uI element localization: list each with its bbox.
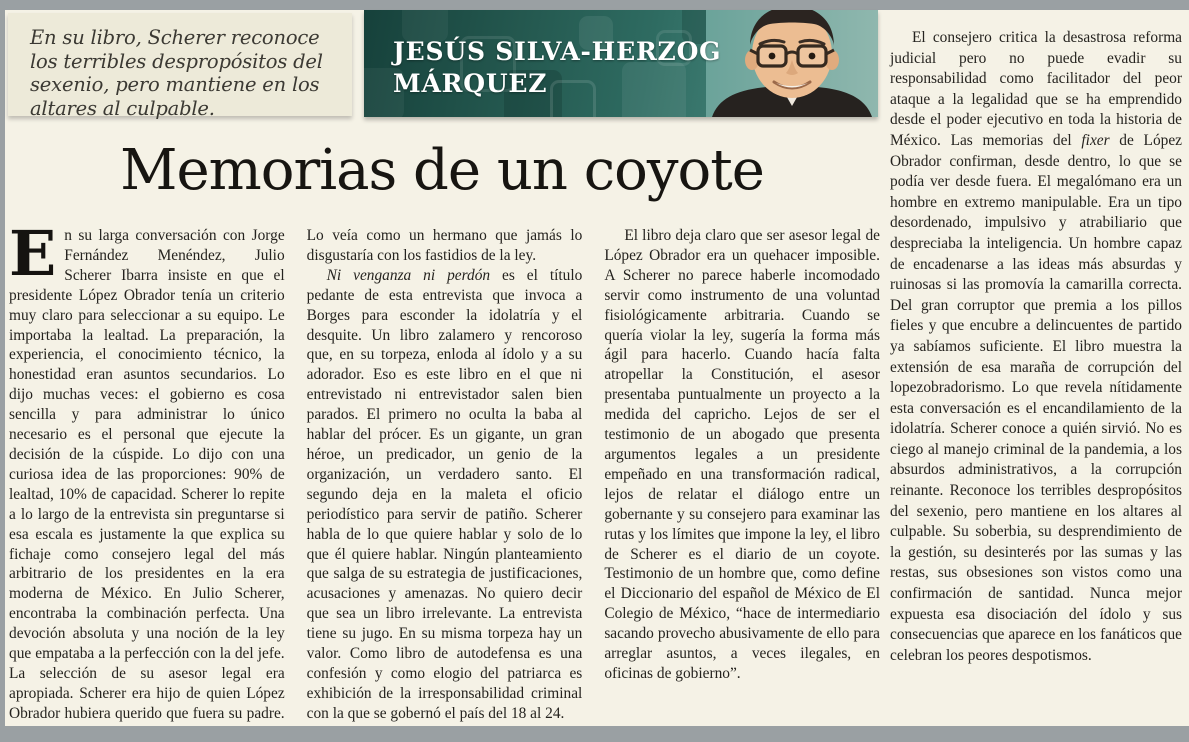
paragraph-4-pre: El consejero critica la desastrosa reforma judicial pero no puede evadir su responsabilidad como facilitador del peor ataque a la legalidad que se ha emprendido desde el poder ejecutivo en toda la historia de México. Las memorias del xyxy=(890,29,1182,149)
pull-quote-box xyxy=(8,13,352,120)
author-name-line1: JESÚS SILVA-HERZOG xyxy=(393,37,722,66)
paragraph-4 xyxy=(890,28,1182,666)
paragraph-3 xyxy=(604,226,880,684)
paragraph-3-text: El libro deja claro que ser asesor legal de López Obrador era un quehacer imposible. A Scherer no parece haberle incomodado servir como instrumento de una voluntad fisiológicamente arbitraria. Cuando se quería violar la ley, sugería la forma más ágil para hacerlo. Cuando hacía falta atropellar la Constitución, el asesor presentaba puntualmente un proyecto a la medida del capricho. Lejos de ser el testimonio de un abogado que presenta argumentos legales a un presidente empeñado en una transformación radical, lejos de relatar el diálogo entre un gobernante y su consejero para examinar las rutas y los límites que impone la ley, el libro de Scherer es el diario de un coyote. Testimonio de un hombre que, como define el Diccionario del español de México de El Colegio de México, “hace de intermediario sacando provecho abusivamente de ello para arreglar asuntos, a veces ilegales, en oficinas de gobierno”. xyxy=(604,227,880,682)
book-title: Ni venganza ni perdón xyxy=(326,266,491,284)
paragraph-4-post: de López Obrador confirman, desde dentro, lo que se podía ver desde fuera. El megalómano era un hombre en extremo manipulable. Era un tipo desordenado, impulsivo y atrabiliario que despreciaba la inteligencia. Un hombre capaz de encadenarse a las ideas más absurdas y ruinosas si las promovía la camarilla correcta. Del gran corruptor que premia a los pillos fieles y que encubre a delincuentes de partido ya sabíamos suficiente. El libro muestra la extensión de esa maraña de corrupción del lopezobradorismo. Lo que revela nítidamente esta conversación es el encandilamiento de la idolatría. Scherer conoce a quién sirvió. No es ciego al manejo criminal de la pandemia, a los absurdos administrativos, a la corrupción reinante. Reconoce los terribles despropósitos del sexenio, pero mantiene en los altares al culpable. Su soberbia, su desprendimiento de la gestión, su desinterés por las sumas y las restas, sus obsesiones son vistos como una confirmación de santidad. Nunca mejor expuesta esa disociación del ídolo y sus consecuencias que aparece en los fanáticos que celebran los peores despotismos. xyxy=(890,131,1182,664)
paragraph-2 xyxy=(307,266,583,724)
drop-cap: E xyxy=(9,217,57,290)
fixer-italic: fixer xyxy=(1081,131,1110,149)
page xyxy=(5,10,1189,726)
paragraph-1-text: n su larga conversación con Jorge Fernández Menéndez, Julio Scherer Ibarra insiste en que el presidente López Obrador tenía un criterio muy claro para seleccionar a su equipo. Le importaba la lealtad. La preparación, la experiencia, el conocimiento técnico, la honestidad eran asuntos secundarios. Lo dijo muchas veces: el gobierno es cosa sencilla y para administrar lo único necesario es el personal que ejecute la decisión de la cúspide. Lo dijo con una curiosa idea de las proporciones: 90% de lealtad, 10% de capacidad. Scherer lo repite a lo largo de la entrevista sin preguntarse si esa escala es justamente la que explica su fichaje como consejero legal del más arbitrario de los presidentes en la era moderna de México. En Julio Scherer, encontraba la combinación perfecta. Una devoción absoluta y una noción de la ley que empataba a la perfección con la del jefe. La selección de su asesor legal era apropiada. Scherer era hijo de quien López Obrador hubiera querido que fuera su padre. Lo veía como un hermano que jamás lo disgustaría con los fastidios de la ley. xyxy=(9,227,583,722)
pull-quote-text: En su libro, Scherer reconoce los terribles despropósitos del sexenio, pero mantiene en los altares al culpable. xyxy=(30,26,323,120)
author-photo-icon xyxy=(706,10,878,117)
article-column-4 xyxy=(890,28,1182,666)
headline: Memorias de un coyote xyxy=(120,138,764,203)
author-name-line2: MÁRQUEZ xyxy=(393,69,548,98)
paragraph-2-text: es el título pedante de esta entrevista que invoca a Borges para esconder la idolatría y el desquite. Un libro zalamero y rencoroso que, en su torpeza, enloda al ídolo y a su adorador. Eso es este libro en el que ni entrevistado ni entrevistador salen bien parados. El primero no oculta la baba al hablar del prócer. Es un gigante, un gran héroe, un predicador, un genio de la organización, un verdadero santo. El segundo deja en la maleta el oficio periodístico para servir de patiño. Scherer habla de lo que quiere hablar y solo de lo que él quiere hablar. Ningún planteamiento que salga de su estrategia de justificaciones, acusaciones y amenazas. No quiero decir que sea un libro irrelevante. La entrevista tiene su jugo. En su misma torpeza hay un valor. Como libro de autodefensa es una confesión y como elogio del patriarca es exhibición de la irresponsabilidad criminal con la que se gobernó el país del 18 al 24. xyxy=(306,266,583,722)
author-banner xyxy=(364,10,878,117)
author-name xyxy=(393,36,721,100)
article-columns xyxy=(9,217,880,724)
